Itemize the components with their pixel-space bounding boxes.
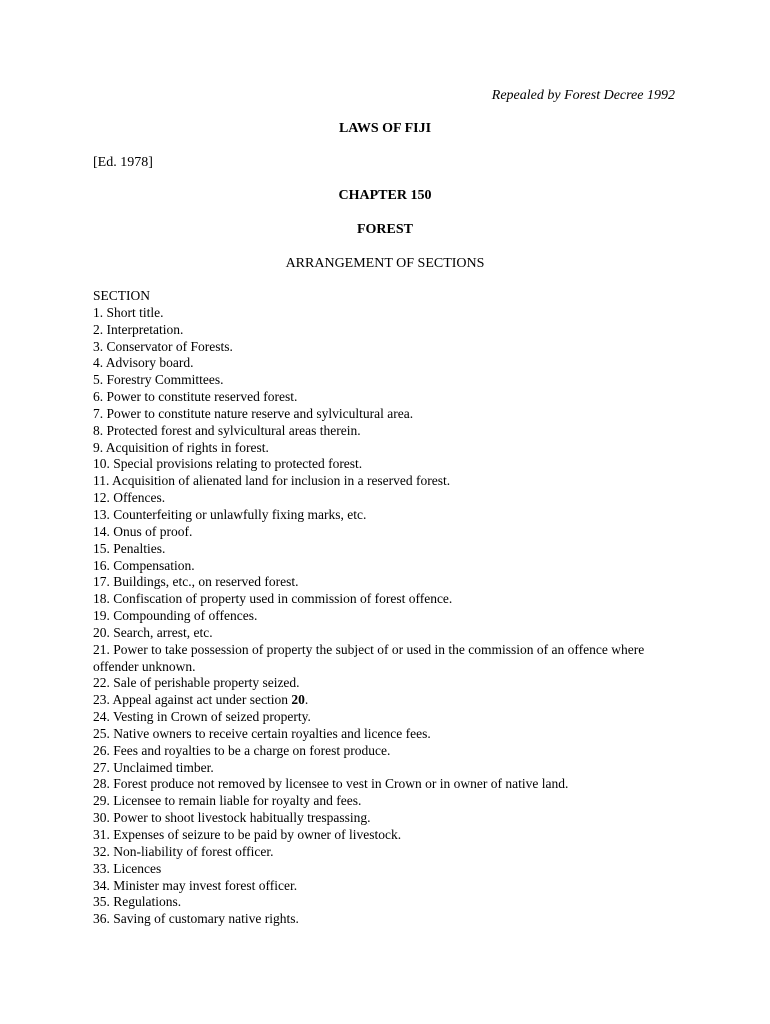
toc-item: 8. Protected forest and sylvicultural areas therein. xyxy=(93,422,361,438)
toc-item: 34. Minister may invest forest officer. xyxy=(93,877,298,893)
toc-item: 2. Interpretation. xyxy=(93,321,184,337)
sections-list xyxy=(93,288,673,928)
laws-title: LAWS OF FIJI xyxy=(338,121,432,136)
edition-note: [Ed. 1978] xyxy=(93,155,153,170)
toc-item: 30. Power to shoot livestock habitually trespassing. xyxy=(93,810,371,826)
toc-item xyxy=(93,692,673,709)
toc-item: 17. Buildings, etc., on reserved forest. xyxy=(93,574,299,590)
toc-item: 10. Special provisions relating to protected forest. xyxy=(93,456,363,472)
toc-item: 15. Penalties. xyxy=(93,540,166,556)
toc-item: 9. Acquisition of rights in forest. xyxy=(93,439,269,455)
toc-item: 33. Licences xyxy=(93,860,162,876)
toc-item: 3. Conservator of Forests. xyxy=(93,338,233,354)
toc-item: 13. Counterfeiting or unlawfully fixing marks, etc. xyxy=(93,506,367,522)
toc-item: 19. Compounding of offences. xyxy=(93,608,258,624)
toc-item: 4. Advisory board. xyxy=(93,355,194,371)
chapter-heading: CHAPTER 150 xyxy=(338,188,432,203)
toc-item: 32. Non-liability of forest officer. xyxy=(93,843,274,859)
toc-item: 5. Forestry Committees. xyxy=(93,372,224,388)
toc-item: 16. Compensation. xyxy=(93,557,195,573)
toc-item-text: . xyxy=(304,692,309,708)
toc-item: 36. Saving of customary native rights. xyxy=(93,911,299,927)
toc-item: 27. Unclaimed timber. xyxy=(93,759,214,775)
act-title: FOREST xyxy=(356,222,413,237)
toc-item: 29. Licensee to remain liable for royalty and fees. xyxy=(93,793,362,809)
arrangement-heading: ARRANGEMENT OF SECTIONS xyxy=(285,256,485,271)
toc-item: 31. Expenses of seizure to be paid by owner of livestock. xyxy=(93,827,402,842)
toc-item: 6. Power to constitute reserved forest. xyxy=(93,389,298,405)
section-reference: 20 xyxy=(291,692,305,708)
toc-item: 28. Forest produce not removed by licensee to vest in Crown or in owner of native land. xyxy=(93,776,569,792)
toc-item-text: 23. Appeal against act under section xyxy=(93,692,292,708)
toc-item: 7. Power to constitute nature reserve and sylvicultural area. xyxy=(93,405,414,421)
repealed-note: Repealed by Forest Decree 1992 xyxy=(491,88,675,103)
toc-item: 26. Fees and royalties to be a charge on forest produce. xyxy=(93,742,391,758)
toc-item: 25. Native owners to receive certain royalties and licence fees. xyxy=(93,725,431,741)
toc-item: 35. Regulations. xyxy=(93,894,182,910)
toc-item: 1. Short title. xyxy=(93,304,164,320)
toc-item: 11. Acquisition of alienated land for inclusion in a reserved forest. xyxy=(93,473,451,489)
toc-item: 24. Vesting in Crown of seized property. xyxy=(93,709,311,725)
toc-item: 12. Offences. xyxy=(93,490,166,506)
toc-item: 14. Onus of proof. xyxy=(93,523,193,539)
toc-item: 20. Search, arrest, etc. xyxy=(93,624,213,640)
section-label: SECTION xyxy=(93,288,150,303)
toc-item: 18. Confiscation of property used in commission of forest offence. xyxy=(93,591,453,607)
toc-item: 22. Sale of perishable property seized. xyxy=(93,675,300,691)
toc-item: 21. Power to take possession of property the subject of or used in the commission of an offence where offender unknown. xyxy=(93,641,645,674)
